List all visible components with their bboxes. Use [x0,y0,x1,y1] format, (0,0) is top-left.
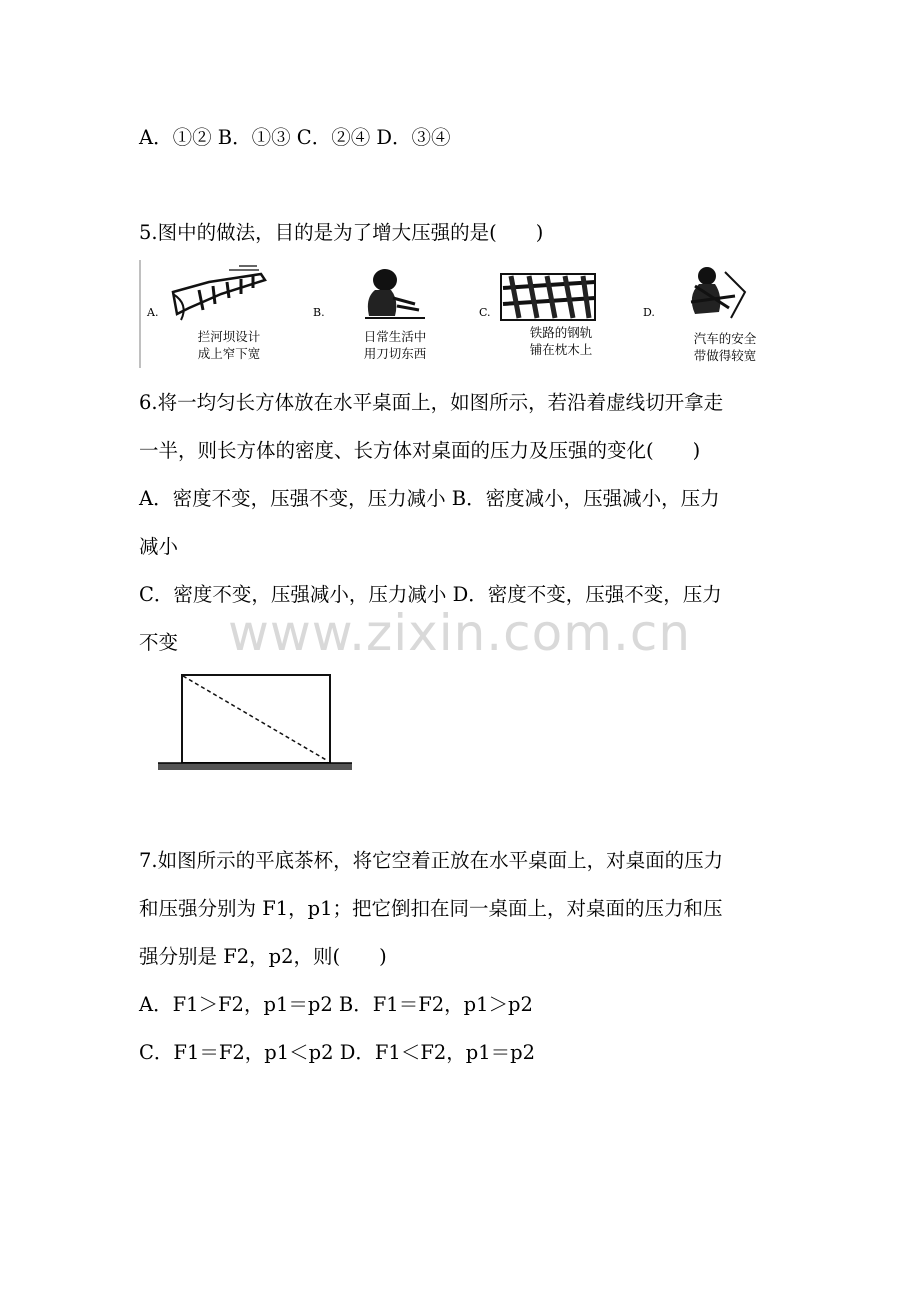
q5-stem: 5.图中的做法，目的是为了增大压强的是( ) [139,221,544,244]
figure-d-letter: D. [643,306,655,319]
q6-options-cd-line2: 不变 [139,631,179,654]
figure-c-letter: C. [479,306,491,319]
cut-dashed-line [183,676,328,761]
q5-figure-a [139,258,299,370]
q7-stem-line2: 和压强分别为 F1，p1；把它倒扣在同一桌面上，对桌面的压力和压 [139,897,723,920]
dam-icon [169,264,269,324]
q7-options-cd: C．F1＝F2，p1＜p2 D．F1＜F2，p1＝p2 [139,1041,536,1064]
figure-d-caption: 汽车的安全 带做得较宽 [693,331,757,363]
q5-figure-c [471,258,631,370]
q5-figure-d [635,258,795,370]
q7-stem-line1: 7.如图所示的平底茶杯，将它空着正放在水平桌面上，对桌面的压力 [139,849,724,872]
q6-options-cd-line1: C．密度不变，压强减小，压力减小 D．密度不变，压强不变，压力 [139,583,722,606]
figure-a-caption: 拦河坝设计 成上窄下宽 [197,329,261,361]
q6-options-ab-line2: 减小 [139,535,179,558]
figure-b-caption: 日常生活中 用刀切东西 [363,329,427,361]
q6-options-ab-line1: A．密度不变，压强不变，压力减小 B．密度减小，压强减小，压力 [139,487,720,510]
figure-c-caption: 铁路的钢轨 铺在枕木上 [529,325,593,357]
q6-stem-line1: 6.将一均匀长方体放在水平桌面上，如图所示，若沿着虚线切开拿走 [139,391,724,414]
q4-options: A．①② B．①③ C．②④ D．③④ [139,126,451,149]
watermark: www.zixin.com.cn [228,604,692,662]
knife-cutting-icon [335,264,435,324]
q6-stem-line2: 一半，则长方体的密度、长方体对桌面的压力及压强的变化( ) [139,439,701,462]
q5-figure-strip [139,258,779,370]
railway-sleepers-icon [499,268,599,328]
q5-figure-b [305,258,465,370]
seatbelt-icon [665,262,765,326]
figure-a-letter: A. [147,306,159,319]
q7-options-ab: A．F1＞F2，p1＝p2 B．F1＝F2，p1＞p2 [139,993,533,1016]
table-surface [158,763,352,770]
q6-cuboid-figure [156,668,376,778]
q7-stem-line3: 强分别是 F2，p2，则( ) [139,945,387,968]
figure-b-letter: B. [313,306,325,319]
